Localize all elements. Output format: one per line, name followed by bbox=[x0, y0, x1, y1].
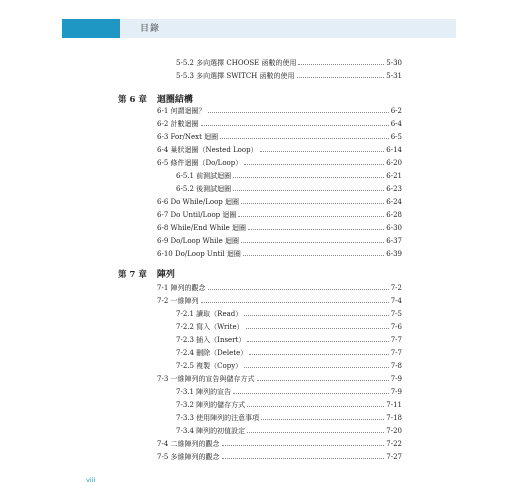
toc-entry-page: 7-5 bbox=[390, 310, 402, 318]
chapter-7-entry bbox=[176, 308, 402, 320]
toc-entry-page: 7-4 bbox=[390, 297, 402, 305]
chapter-6-entry bbox=[157, 157, 402, 169]
toc-entry-page: 6-23 bbox=[386, 185, 402, 193]
dot-leader bbox=[241, 196, 384, 204]
chapter-7-entry bbox=[176, 321, 402, 333]
chapter-6-heading bbox=[118, 92, 193, 105]
dot-leader bbox=[257, 373, 389, 381]
header-accent-tab bbox=[62, 19, 120, 38]
toc-entry-label: 6-3 For/Next 迴圈 bbox=[157, 133, 219, 141]
toc-entry-page: 7-27 bbox=[386, 453, 402, 461]
dot-leader bbox=[248, 222, 384, 230]
dot-leader bbox=[261, 412, 384, 420]
pre-entry bbox=[176, 57, 402, 69]
toc-entry-page: 6-37 bbox=[386, 237, 402, 245]
chapter-6-entry bbox=[157, 209, 402, 221]
dot-leader bbox=[297, 70, 385, 78]
chapter-7-title: 陣列 bbox=[156, 270, 175, 280]
toc-entry-label: 7-2.3 插入（Insert） bbox=[176, 336, 246, 344]
dot-leader bbox=[233, 183, 384, 191]
toc-entry-page: 7-8 bbox=[390, 362, 402, 370]
dot-leader bbox=[244, 360, 389, 368]
chapter-7-entry bbox=[157, 438, 402, 450]
toc-entry-label: 6-10 Do/Loop Until 迴圈 bbox=[157, 250, 241, 258]
chapter-6-entry bbox=[157, 248, 402, 260]
chapter-6-title: 迴圈結構 bbox=[156, 95, 193, 105]
chapter-6-entry bbox=[176, 170, 402, 182]
toc-entry-label: 6-9 Do/Loop While 迴圈 bbox=[157, 237, 240, 245]
chapter-7-entry bbox=[176, 399, 402, 411]
chapter-7-entry bbox=[176, 425, 402, 437]
pre-entry bbox=[176, 70, 402, 82]
toc-entry-label: 6-4 巢狀迴圈（Nested Loop） bbox=[157, 146, 258, 154]
toc-entry-page: 6-39 bbox=[386, 250, 402, 258]
toc-entry-label: 6-5.1 前測試迴圈 bbox=[176, 172, 232, 180]
toc-entry-page: 5-30 bbox=[386, 59, 402, 67]
dot-leader bbox=[201, 118, 389, 126]
toc-entry-label: 7-1 陣列的觀念 bbox=[157, 284, 206, 292]
toc-entry-page: 6-5 bbox=[390, 133, 402, 141]
toc-entry-page: 6-28 bbox=[386, 211, 402, 219]
toc-entry-label: 7-3 一維陣列的宣告與儲存方式 bbox=[157, 375, 255, 383]
chapter-7-entry bbox=[176, 386, 402, 398]
toc-entry-label: 6-6 Do While/Loop 迴圈 bbox=[157, 198, 240, 206]
dot-leader bbox=[241, 235, 384, 243]
chapter-7-entry bbox=[157, 282, 402, 294]
dot-leader bbox=[298, 57, 384, 65]
dot-leader bbox=[244, 157, 384, 165]
toc-entry-page: 6-4 bbox=[390, 120, 402, 128]
toc-entry-page: 6-21 bbox=[386, 172, 402, 180]
toc-entry-page: 7-7 bbox=[390, 336, 402, 344]
toc-entry-page: 7-2 bbox=[390, 284, 402, 292]
toc-entry-page: 6-14 bbox=[386, 146, 402, 154]
chapter-6-entry bbox=[157, 105, 402, 117]
toc-entry-label: 7-2.4 刪除（Delete） bbox=[176, 349, 248, 357]
toc-entry-label: 5-5.3 多向選擇 SWITCH 函數的使用 bbox=[176, 72, 295, 80]
dot-leader bbox=[233, 386, 389, 394]
toc-entry-page: 7-20 bbox=[386, 427, 402, 435]
dot-leader bbox=[244, 308, 388, 316]
toc-title: 目錄 bbox=[140, 24, 161, 34]
toc-entry-label: 6-1 何謂迴圈？ bbox=[157, 107, 206, 115]
toc-entry-label: 7-2.1 讀取（Read） bbox=[176, 310, 243, 318]
toc-entry-page: 7-7 bbox=[390, 349, 402, 357]
chapter-7-entry bbox=[176, 334, 402, 346]
toc-entry-page: 6-24 bbox=[386, 198, 402, 206]
dot-leader bbox=[247, 425, 384, 433]
chapter-7-number: 第 7 章 bbox=[118, 270, 147, 280]
toc-header-bar bbox=[62, 19, 456, 38]
chapter-7-entry bbox=[157, 295, 402, 307]
chapter-6-entry bbox=[157, 144, 402, 156]
dot-leader bbox=[233, 170, 384, 178]
toc-entry-page: 7-22 bbox=[386, 440, 402, 448]
toc-entry-page: 7-6 bbox=[390, 323, 402, 331]
dot-leader bbox=[247, 399, 384, 407]
toc-entry-label: 5-5.2 多向選擇 CHOOSE 函數的使用 bbox=[176, 59, 297, 67]
toc-entry-label: 6-5.2 後測試迴圈 bbox=[176, 185, 232, 193]
toc-entry-page: 6-20 bbox=[386, 159, 402, 167]
toc-entry-label: 7-2.2 寫入（Write） bbox=[176, 323, 244, 331]
toc-entry-label: 6-5 條件迴圈（Do/Loop） bbox=[157, 159, 243, 167]
toc-entry-label: 7-3.2 陣列的儲存方式 bbox=[176, 401, 246, 409]
chapter-7-entry bbox=[176, 412, 402, 424]
chapter-6-entry bbox=[157, 196, 402, 208]
dot-leader bbox=[208, 282, 389, 290]
toc-entry-page: 7-18 bbox=[386, 414, 402, 422]
chapter-7-entry bbox=[157, 451, 402, 463]
chapter-7-entry bbox=[157, 373, 402, 385]
chapter-6-entry bbox=[157, 131, 402, 143]
page-number: viii bbox=[86, 476, 96, 484]
chapter-6-entry bbox=[157, 222, 402, 234]
toc-entry-label: 7-3.4 陣列的初值設定 bbox=[176, 427, 246, 435]
toc-entry-page: 6-30 bbox=[386, 224, 402, 232]
toc-entry-label: 7-3.3 使用陣列的注意事項 bbox=[176, 414, 260, 422]
toc-entry-label: 7-2.5 複製（Copy） bbox=[176, 362, 243, 370]
toc-entry-label: 6-8 While/End While 迴圈 bbox=[157, 224, 247, 232]
dot-leader bbox=[222, 451, 385, 459]
dot-leader bbox=[247, 334, 388, 342]
toc-entry-page: 5-31 bbox=[386, 72, 402, 80]
chapter-6-entry bbox=[176, 183, 402, 195]
chapter-7-entry bbox=[176, 360, 402, 372]
dot-leader bbox=[246, 321, 389, 329]
chapter-6-entry bbox=[157, 118, 402, 130]
toc-entry-label: 7-2 一維陣列 bbox=[157, 297, 199, 305]
toc-entry-label: 6-7 Do Until/Loop 迴圈 bbox=[157, 211, 237, 219]
dot-leader bbox=[220, 131, 389, 139]
dot-leader bbox=[201, 295, 389, 303]
dot-leader bbox=[260, 144, 385, 152]
dot-leader bbox=[222, 438, 385, 446]
dot-leader bbox=[238, 209, 384, 217]
chapter-7-heading bbox=[118, 267, 175, 280]
toc-entry-page: 7-9 bbox=[390, 388, 402, 396]
toc-entry-label: 6-2 計數迴圈 bbox=[157, 120, 199, 128]
dot-leader bbox=[243, 248, 384, 256]
toc-entry-label: 7-4 二維陣列的觀念 bbox=[157, 440, 220, 448]
toc-entry-page: 7-11 bbox=[386, 401, 402, 409]
chapter-6-entry bbox=[157, 235, 402, 247]
chapter-7-entry bbox=[176, 347, 402, 359]
dot-leader bbox=[249, 347, 388, 355]
chapter-6-number: 第 6 章 bbox=[118, 95, 147, 105]
toc-entry-page: 7-9 bbox=[390, 375, 402, 383]
toc-entry-label: 7-5 多維陣列的觀念 bbox=[157, 453, 220, 461]
toc-entry-page: 6-2 bbox=[390, 107, 402, 115]
toc-entry-label: 7-3.1 陣列的宣告 bbox=[176, 388, 232, 396]
dot-leader bbox=[208, 105, 389, 113]
